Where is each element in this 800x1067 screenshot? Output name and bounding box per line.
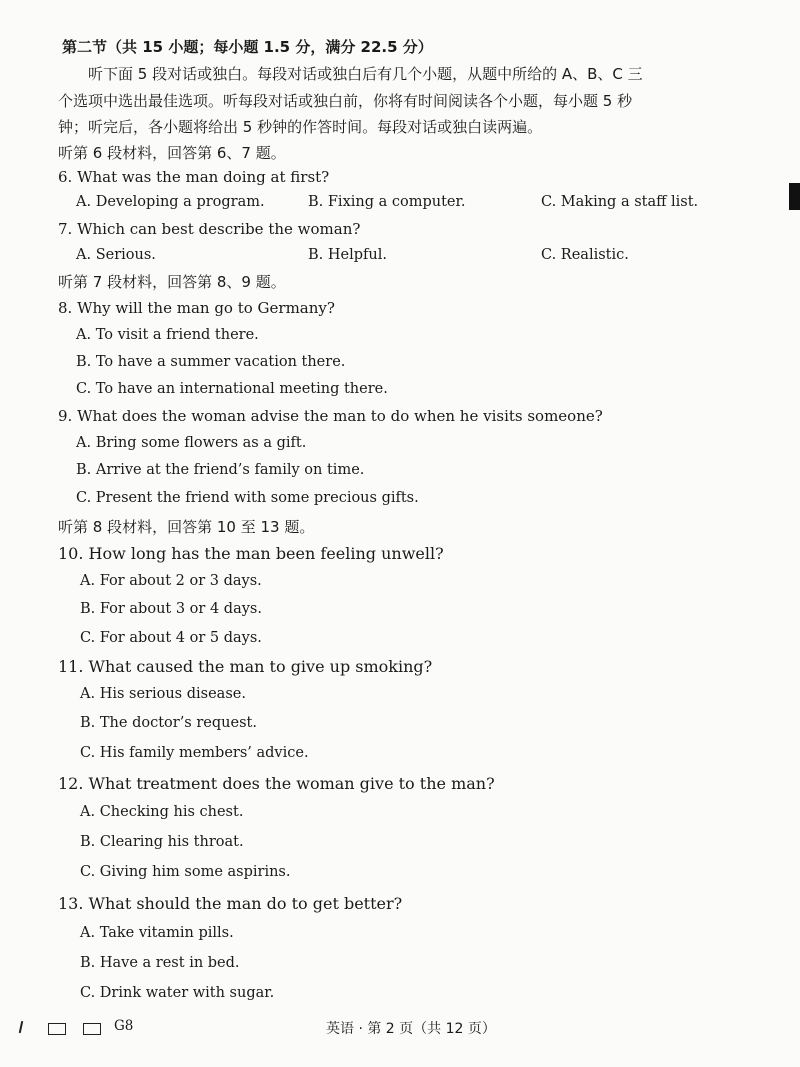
footer-page-label: 英语 · 第 2 页（共 12 页）	[326, 1021, 496, 1037]
question-12-stem: 12. What treatment does the woman give to the man?	[58, 774, 495, 793]
question-13-stem: 13. What should the man do to get better?	[58, 894, 403, 913]
question-8-option-a[interactable]: A. To visit a friend there.	[76, 327, 259, 343]
question-10-option-b[interactable]: B. For about 3 or 4 days.	[80, 601, 262, 617]
question-12-option-a[interactable]: A. Checking his chest.	[80, 804, 244, 820]
question-12-option-c[interactable]: C. Giving him some aspirins.	[80, 864, 291, 880]
question-11-option-b[interactable]: B. The doctor’s request.	[80, 715, 257, 731]
instruction-line-1: 听下面 5 段对话或独白。每段对话或独白后有几个小题，从题中所给的 A、B、C 三	[88, 65, 643, 83]
instruction-line-3: 钟；听完后，各小题将给出 5 秒钟的作答时间。每段对话或独白读两遍。	[58, 118, 543, 136]
instruction-line-2: 个选项中选出最佳选项。听每段对话或独白前，你将有时间阅读各个小题，每小题 5 秒	[58, 92, 633, 110]
footer-box-1	[48, 1023, 66, 1035]
question-11-option-c[interactable]: C. His family members’ advice.	[80, 745, 309, 761]
question-10-stem: 10. How long has the man been feeling unwell?	[58, 544, 444, 563]
question-7-option-b[interactable]: B. Helpful.	[308, 247, 387, 263]
question-9-option-a[interactable]: A. Bring some flowers as a gift.	[76, 435, 307, 451]
group-intro-8-9: 听第 7 段材料，回答第 8、9 题。	[58, 273, 286, 291]
question-7-option-a[interactable]: A. Serious.	[76, 247, 156, 263]
question-6-option-c[interactable]: C. Making a staff list.	[541, 194, 699, 210]
question-13-option-c[interactable]: C. Drink water with sugar.	[80, 985, 275, 1001]
footer-tick-mark	[19, 1021, 23, 1033]
question-11-stem: 11. What caused the man to give up smoking?	[58, 657, 433, 676]
question-7-stem: 7. Which can best describe the woman?	[58, 220, 361, 238]
question-11-option-a[interactable]: A. His serious disease.	[80, 686, 246, 702]
question-8-option-b[interactable]: B. To have a summer vacation there.	[76, 354, 346, 370]
question-12-option-b[interactable]: B. Clearing his throat.	[80, 834, 244, 850]
question-13-option-b[interactable]: B. Have a rest in bed.	[80, 955, 240, 971]
section-heading: 第二节（共 15 小题；每小题 1.5 分，满分 22.5 分）	[62, 38, 433, 56]
question-8-option-c[interactable]: C. To have an international meeting there.	[76, 381, 388, 397]
question-10-option-c[interactable]: C. For about 4 or 5 days.	[80, 630, 262, 646]
page-edge-marker	[789, 183, 800, 210]
footer-code: G8	[114, 1018, 134, 1034]
question-9-stem: 9. What does the woman advise the man to do when he visits someone?	[58, 407, 603, 425]
group-intro-10-13: 听第 8 段材料，回答第 10 至 13 题。	[58, 518, 315, 536]
question-8-stem: 8. Why will the man go to Germany?	[58, 299, 335, 317]
question-9-option-b[interactable]: B. Arrive at the friend’s family on time.	[76, 462, 365, 478]
question-7-option-c[interactable]: C. Realistic.	[541, 247, 629, 263]
footer-box-2	[83, 1023, 101, 1035]
group-intro-6-7: 听第 6 段材料，回答第 6、7 题。	[58, 144, 286, 162]
question-6-stem: 6. What was the man doing at first?	[58, 168, 330, 186]
question-10-option-a[interactable]: A. For about 2 or 3 days.	[80, 573, 262, 589]
question-13-option-a[interactable]: A. Take vitamin pills.	[80, 925, 234, 941]
question-6-option-b[interactable]: B. Fixing a computer.	[308, 194, 466, 210]
question-6-option-a[interactable]: A. Developing a program.	[76, 194, 265, 210]
question-9-option-c[interactable]: C. Present the friend with some precious gifts.	[76, 490, 419, 506]
